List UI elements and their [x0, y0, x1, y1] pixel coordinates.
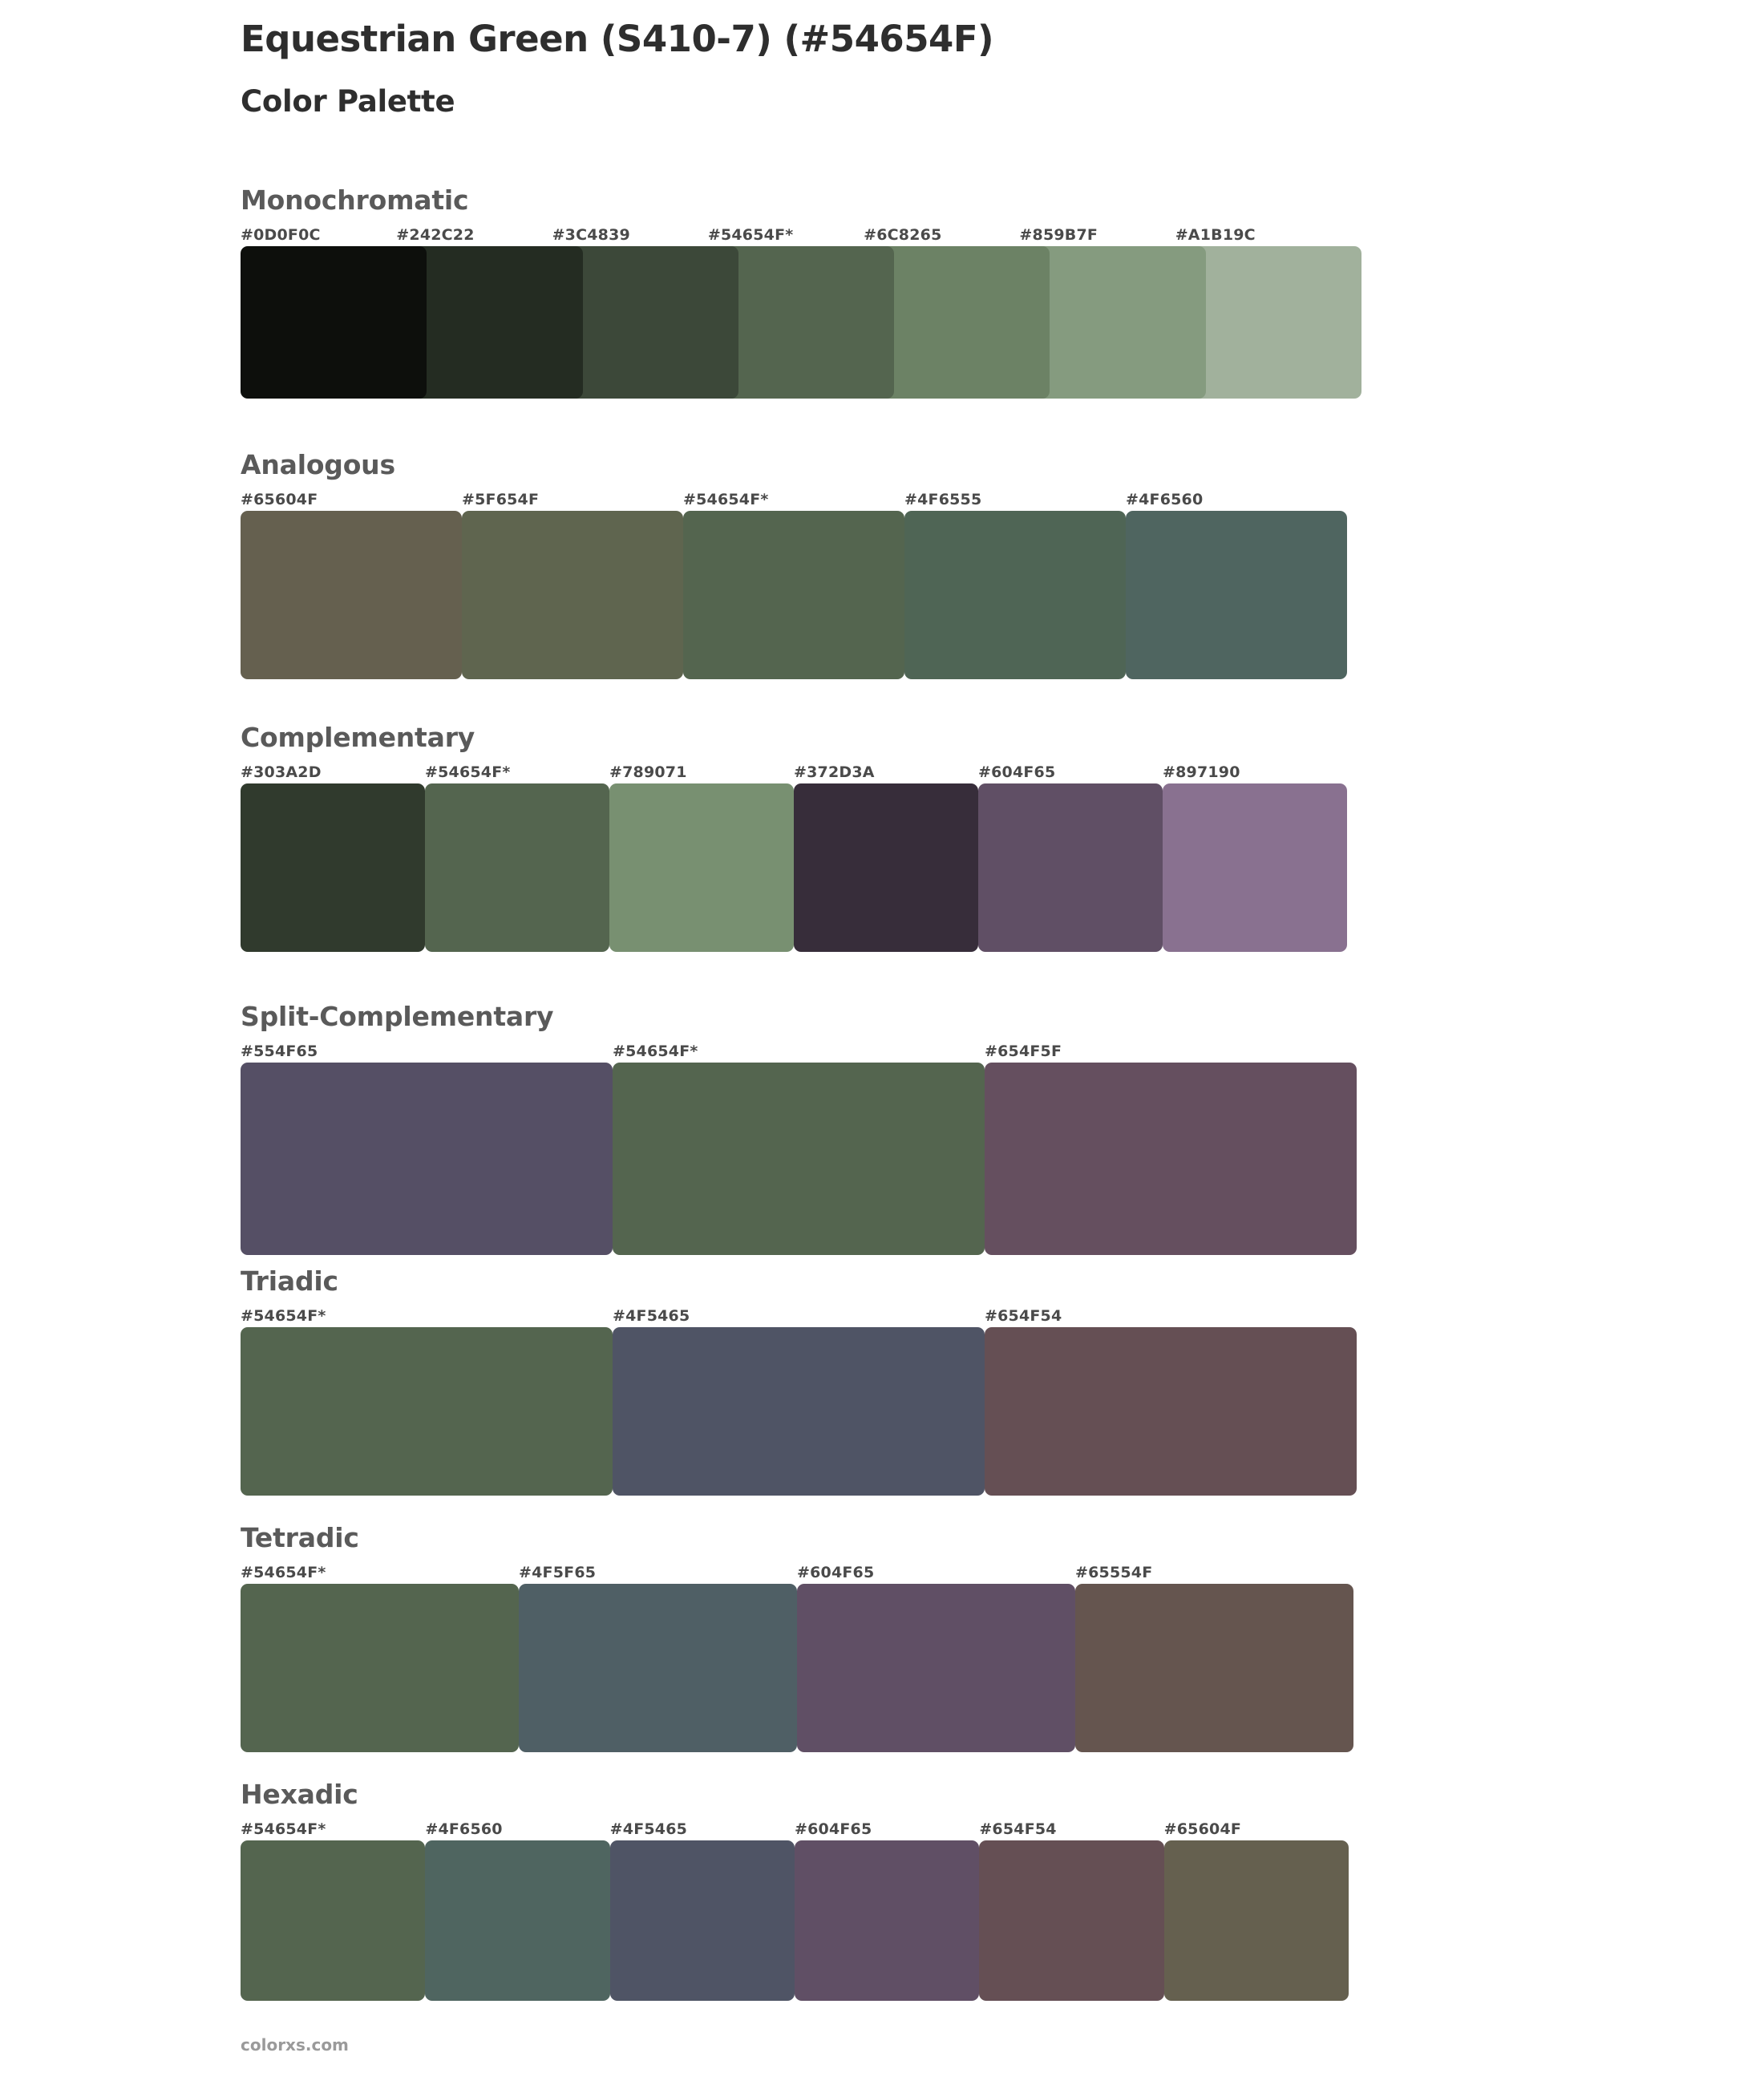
palette-section-hexadic: [241, 1779, 1363, 2001]
color-swatch[interactable]: [1075, 1561, 1353, 1752]
color-swatch[interactable]: [795, 1818, 979, 2001]
swatch-hex-label: #54654F*: [241, 1820, 326, 1838]
color-swatch[interactable]: [462, 488, 683, 679]
swatch-color-block[interactable]: [1126, 511, 1347, 679]
section-title: Triadic: [241, 1265, 338, 1297]
swatch-color-block[interactable]: [683, 511, 904, 679]
section-title: Tetradic: [241, 1522, 359, 1553]
swatch-color-block[interactable]: [794, 783, 978, 952]
palette-section-tetradic: [241, 1522, 1363, 1752]
palette-section-complementary: [241, 722, 1363, 952]
swatch-hex-label: #54654F*: [425, 763, 511, 781]
swatch-color-block[interactable]: [613, 1327, 985, 1496]
swatch-hex-label: #54654F*: [707, 226, 794, 244]
color-swatch[interactable]: [797, 1561, 1075, 1752]
section-title: Complementary: [241, 722, 475, 753]
swatch-hex-label: #6C8265: [864, 226, 942, 244]
color-swatch[interactable]: [1126, 488, 1347, 679]
swatch-color-block[interactable]: [978, 783, 1163, 952]
section-title: Monochromatic: [241, 184, 469, 216]
swatch-color-block[interactable]: [1163, 783, 1347, 952]
swatch-hex-label: #654F54: [985, 1307, 1062, 1325]
color-swatch[interactable]: [1163, 761, 1347, 952]
swatch-row: [241, 224, 1363, 399]
color-swatch[interactable]: [241, 1561, 519, 1752]
swatch-hex-label: #859B7F: [1019, 226, 1098, 244]
page-title: Equestrian Green (S410-7) (#54654F): [241, 18, 994, 60]
swatch-hex-label: #0D0F0C: [241, 226, 321, 244]
swatch-row: [241, 1040, 1363, 1255]
color-swatch[interactable]: [241, 761, 425, 952]
swatch-color-block[interactable]: [425, 1840, 609, 2001]
swatch-color-block[interactable]: [1164, 1840, 1349, 2001]
swatch-hex-label: #3C4839: [552, 226, 630, 244]
swatch-hex-label: #654F54: [979, 1820, 1057, 1838]
swatch-hex-label: #789071: [609, 763, 687, 781]
page-subtitle: Color Palette: [241, 84, 455, 119]
color-swatch[interactable]: [683, 488, 904, 679]
swatch-hex-label: #303A2D: [241, 763, 322, 781]
swatch-hex-label: #54654F*: [683, 491, 769, 508]
swatch-row: [241, 1305, 1363, 1496]
color-swatch[interactable]: [1164, 1818, 1349, 2001]
swatch-color-block[interactable]: [425, 783, 609, 952]
swatch-color-block[interactable]: [797, 1584, 1075, 1752]
section-title: Hexadic: [241, 1779, 358, 1810]
swatch-hex-label: #65604F: [241, 491, 318, 508]
swatch-row: [241, 488, 1363, 679]
section-title: Analogous: [241, 449, 395, 480]
palette-section-split-complementary: [241, 1001, 1363, 1255]
swatch-hex-label: #65604F: [1163, 1820, 1242, 1838]
color-swatch[interactable]: [241, 1040, 613, 1255]
color-swatch[interactable]: [241, 488, 462, 679]
swatch-hex-label: #654F5F: [985, 1042, 1062, 1060]
swatch-hex-label: #54654F*: [241, 1564, 326, 1581]
color-swatch[interactable]: [794, 761, 978, 952]
swatch-color-block[interactable]: [795, 1840, 979, 2001]
color-swatch[interactable]: [985, 1040, 1357, 1255]
swatch-hex-label: #4F5F65: [519, 1564, 597, 1581]
swatch-hex-label: #372D3A: [794, 763, 875, 781]
swatch-hex-label: #65554F: [1075, 1564, 1153, 1581]
swatch-color-block[interactable]: [609, 783, 794, 952]
color-swatch[interactable]: [978, 761, 1163, 952]
swatch-hex-label: #4F6560: [425, 1820, 503, 1838]
swatch-hex-label: #4F5465: [609, 1820, 688, 1838]
color-swatch[interactable]: [609, 761, 794, 952]
swatch-hex-label: #4F5465: [613, 1307, 690, 1325]
swatch-color-block[interactable]: [241, 1584, 519, 1752]
swatch-row: [241, 1818, 1363, 2001]
swatch-hex-label: #54654F*: [613, 1042, 698, 1060]
swatch-color-block[interactable]: [241, 511, 462, 679]
swatch-hex-label: #242C22: [396, 226, 475, 244]
swatch-row: [241, 761, 1363, 952]
swatch-hex-label: #604F65: [978, 763, 1056, 781]
swatch-row: [241, 1561, 1363, 1752]
swatch-hex-label: #4F6555: [904, 491, 982, 508]
swatch-color-block[interactable]: [519, 1584, 797, 1752]
swatch-color-block[interactable]: [979, 1840, 1163, 2001]
swatch-color-block[interactable]: [241, 246, 427, 399]
swatch-hex-label: #554F65: [241, 1042, 318, 1060]
color-swatch[interactable]: [985, 1305, 1357, 1496]
swatch-hex-label: #897190: [1163, 763, 1240, 781]
color-swatch[interactable]: [241, 1818, 425, 2001]
palette-section-analogous: [241, 449, 1363, 679]
palette-section-triadic: [241, 1265, 1363, 1496]
color-swatch[interactable]: [425, 1818, 609, 2001]
swatch-color-block[interactable]: [241, 1327, 613, 1496]
swatch-hex-label: #5F654F: [462, 491, 540, 508]
swatch-color-block[interactable]: [904, 511, 1126, 679]
color-swatch[interactable]: [519, 1561, 797, 1752]
swatch-hex-label: #604F65: [797, 1564, 875, 1581]
swatch-color-block[interactable]: [613, 1063, 985, 1255]
footer-site-name: colorxs.com: [241, 2035, 349, 2055]
swatch-color-block[interactable]: [241, 1063, 613, 1255]
color-swatch[interactable]: [241, 1305, 613, 1496]
color-swatch[interactable]: [610, 1818, 795, 2001]
color-swatch[interactable]: [904, 488, 1126, 679]
section-title: Split-Complementary: [241, 1001, 554, 1032]
color-swatch[interactable]: [979, 1818, 1163, 2001]
swatch-hex-label: #54654F*: [241, 1307, 326, 1325]
swatch-color-block[interactable]: [241, 783, 425, 952]
swatch-hex-label: #4F6560: [1126, 491, 1204, 508]
color-swatch[interactable]: [241, 224, 427, 399]
color-swatch[interactable]: [613, 1305, 985, 1496]
color-swatch[interactable]: [425, 761, 609, 952]
swatch-color-block[interactable]: [241, 1840, 425, 2001]
color-swatch[interactable]: [613, 1040, 985, 1255]
swatch-color-block[interactable]: [985, 1063, 1357, 1255]
swatch-color-block[interactable]: [610, 1840, 795, 2001]
swatch-hex-label: #604F65: [794, 1820, 872, 1838]
swatch-hex-label: #A1B19C: [1175, 226, 1256, 244]
swatch-color-block[interactable]: [985, 1327, 1357, 1496]
palette-section-monochromatic: [241, 184, 1363, 399]
swatch-color-block[interactable]: [1075, 1584, 1353, 1752]
swatch-color-block[interactable]: [462, 511, 683, 679]
